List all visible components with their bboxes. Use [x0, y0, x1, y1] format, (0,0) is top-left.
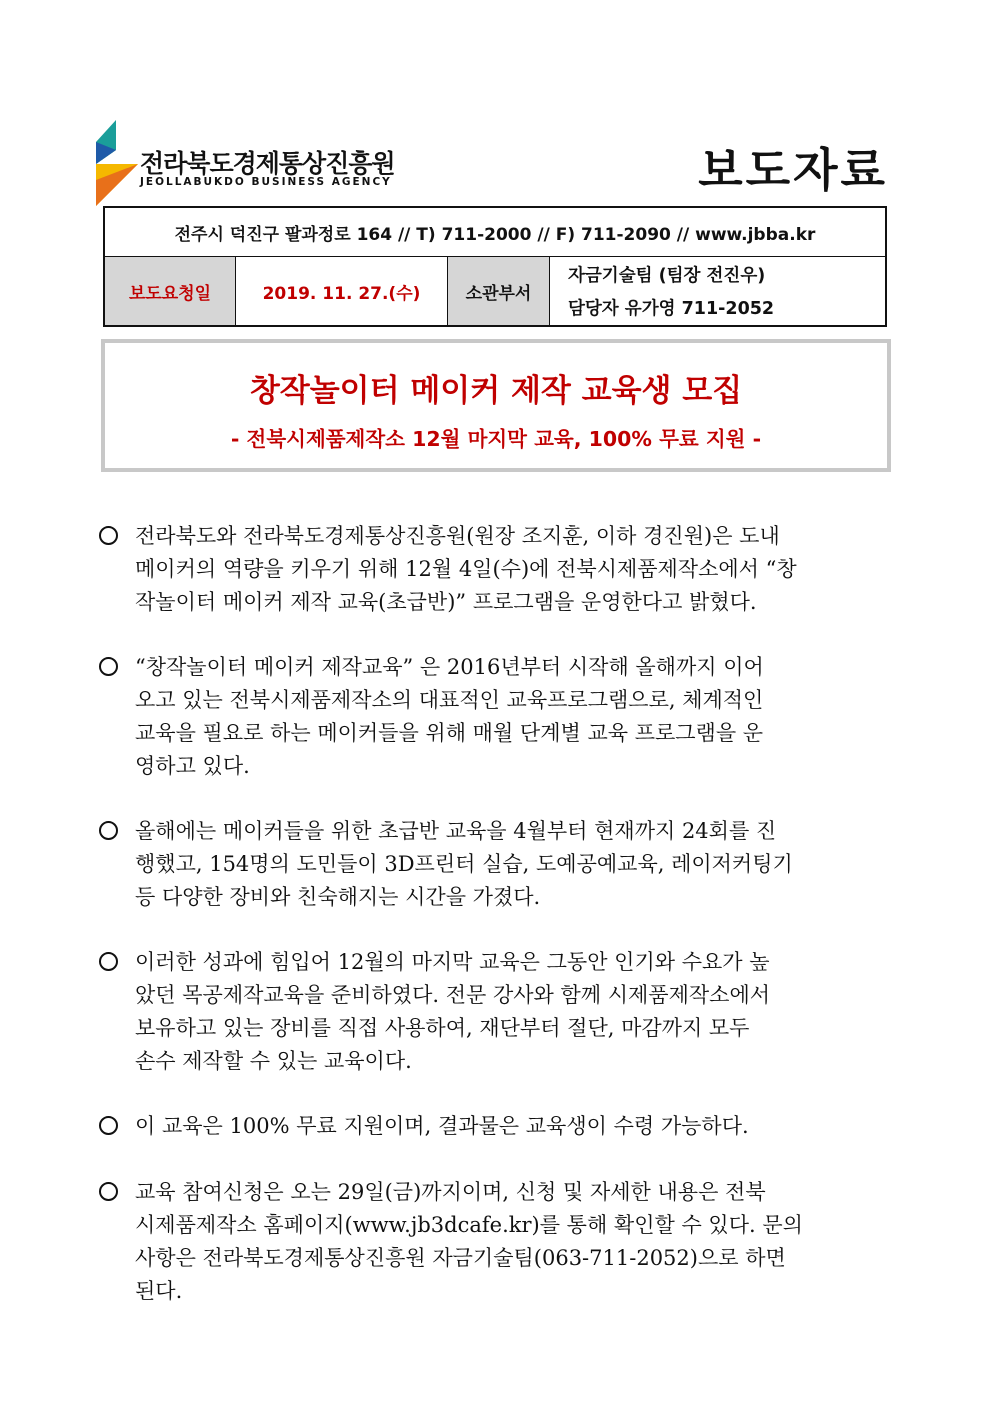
document-type-title: 보도자료 — [698, 143, 888, 197]
org-name-english: JEOLLABUKDO BUSINESS AGENCY — [140, 176, 392, 188]
press-info-table — [103, 206, 887, 327]
paragraph-line: 교육 참여신청은 오는 29일(금)까지이며, 신청 및 자세한 내용은 전북 — [135, 1180, 766, 1204]
paragraph-line: 이 교육은 100% 무료 지원이며, 결과물은 교육생이 수령 가능하다. — [135, 1114, 749, 1138]
department-label: 소관부서 — [448, 257, 550, 325]
paragraph-line: “창작놀이터 메이커 제작교육” 은 2016년부터 시작해 올해까지 이어 — [135, 655, 764, 679]
headline-title: 창작놀이터 메이커 제작 교육생 모집 — [249, 373, 743, 409]
paragraph-line: 영하고 있다. — [135, 754, 250, 778]
request-date-label: 보도요청일 — [105, 257, 236, 325]
circle-bullet-icon — [99, 1116, 118, 1135]
paragraph-line: 보유하고 있는 장비를 직접 사용하여, 재단부터 절단, 마감까지 모두 — [135, 1016, 750, 1040]
request-date-value: 2019. 11. 27.(수) — [236, 257, 448, 325]
paragraph-line: 오고 있는 전북시제품제작소의 대표적인 교육프로그램으로, 체계적인 — [135, 688, 764, 712]
org-name-korean: 전라북도경제통상진흥원 — [140, 149, 395, 178]
paragraph-line: 았던 목공제작교육을 준비하였다. 전문 강사와 함께 시제품제작소에서 — [135, 983, 771, 1007]
paragraph-line: 메이커의 역량을 키우기 위해 12월 4일(수)에 전북시제품제작소에서 “창 — [135, 557, 797, 581]
paragraph-line: 이러한 성과에 힘입어 12월의 마지막 교육은 그동안 인기와 수요가 높 — [135, 950, 770, 974]
headline-box — [101, 339, 891, 472]
paragraph-line: 전라북도와 전라북도경제통상진흥원(원장 조지훈, 이하 경진원)은 도내 — [135, 524, 780, 548]
department-team: 자금기술팀 (팀장 전진우) — [568, 266, 766, 286]
headline-subtitle: - 전북시제품제작소 12월 마지막 교육, 100% 무료 지원 - — [230, 427, 762, 451]
paragraph-line: 올해에는 메이커들을 위한 초급반 교육을 4월부터 현재까지 24회를 진 — [135, 819, 777, 843]
press-info-row — [105, 257, 885, 325]
circle-bullet-icon — [99, 952, 118, 971]
contact-line: 전주시 덕진구 팔과정로 164 // T) 711-2000 // F) 711-2090 // www.jbba.kr — [105, 208, 885, 257]
paragraph-line: 등 다양한 장비와 친숙해지는 시간을 가졌다. — [135, 885, 541, 909]
agency-logo-mark-icon — [94, 120, 138, 206]
paragraph-line: 손수 제작할 수 있는 교육이다. — [135, 1049, 412, 1073]
paragraph-line: 작놀이터 메이커 제작 교육(초급반)” 프로그램을 운영한다고 밝혔다. — [135, 590, 757, 614]
paragraph-line: 교육을 필요로 하는 메이커들을 위해 매월 단계별 교육 프로그램을 운 — [135, 721, 764, 745]
circle-bullet-icon — [99, 1182, 118, 1201]
agency-logo — [94, 120, 394, 206]
department-info — [550, 257, 885, 325]
paragraph-line: 행했고, 154명의 도민들이 3D프린터 실습, 도예공예교육, 레이저커팅기 — [135, 852, 793, 876]
department-manager: 담당자 유가영 711-2052 — [568, 299, 775, 319]
circle-bullet-icon — [99, 821, 118, 840]
paragraph-line: 시제품제작소 홈페이지(www.jb3dcafe.kr)를 통해 확인할 수 있다. 문의 — [135, 1213, 803, 1237]
paragraph-line: 된다. — [135, 1279, 183, 1303]
circle-bullet-icon — [99, 657, 118, 676]
paragraph-line: 사항은 전라북도경제통상진흥원 자금기술팀(063-711-2052)으로 하면 — [135, 1246, 786, 1270]
circle-bullet-icon — [99, 526, 118, 545]
